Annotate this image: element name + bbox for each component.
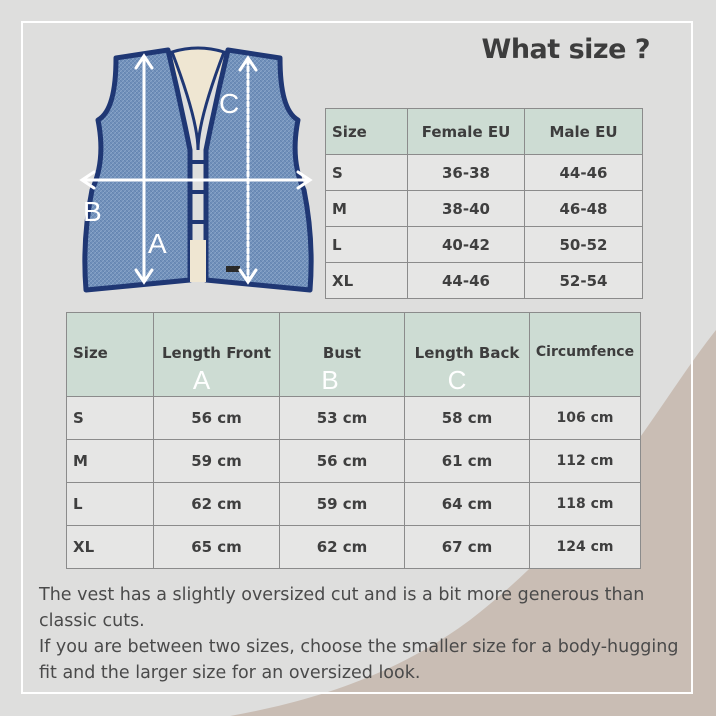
bust-cell: 56 cm: [280, 440, 405, 483]
table-row: [67, 526, 641, 569]
letter-c: C: [447, 365, 467, 395]
table-row: [326, 191, 643, 227]
header-bust: Bust B: [280, 313, 405, 397]
header-female-eu: Female EU: [408, 109, 525, 155]
header-length-back: Length Back C: [405, 313, 530, 397]
fit-note: [39, 582, 689, 686]
fit-note-line-1: The vest has a slightly oversized cut and is a bit more generous than classic cuts.: [39, 585, 645, 631]
male-eu-cell: 50-52: [525, 227, 643, 263]
measurements-table: [66, 312, 641, 569]
header-size: Size: [326, 109, 408, 155]
size-cell: S: [67, 397, 154, 440]
male-eu-cell: 44-46: [525, 155, 643, 191]
header-circumference: Circumfence: [530, 313, 641, 397]
length-back-cell: 61 cm: [405, 440, 530, 483]
header-male-eu: Male EU: [525, 109, 643, 155]
size-cell: S: [326, 155, 408, 191]
length-front-cell: 65 cm: [154, 526, 280, 569]
table-row: [67, 483, 641, 526]
table-row: [67, 440, 641, 483]
male-eu-cell: 52-54: [525, 263, 643, 299]
header-length-front: Length Front A: [154, 313, 280, 397]
circumference-cell: 124 cm: [530, 526, 641, 569]
bust-cell: 62 cm: [280, 526, 405, 569]
female-eu-cell: 38-40: [408, 191, 525, 227]
table-row: [326, 227, 643, 263]
length-back-cell: 64 cm: [405, 483, 530, 526]
size-cell: M: [67, 440, 154, 483]
circumference-cell: 112 cm: [530, 440, 641, 483]
length-back-cell: 58 cm: [405, 397, 530, 440]
size-cell: L: [67, 483, 154, 526]
size-cell: XL: [326, 263, 408, 299]
bust-cell: 53 cm: [280, 397, 405, 440]
bust-cell: 59 cm: [280, 483, 405, 526]
size-conversion-table: [325, 108, 643, 299]
length-front-cell: 56 cm: [154, 397, 280, 440]
table-row: [326, 263, 643, 299]
fit-note-line-2: If you are between two sizes, choose the smaller size for a body-hugging fit and the larger size for an oversized look.: [39, 637, 679, 683]
size-cell: L: [326, 227, 408, 263]
table-header-row: [67, 313, 641, 397]
length-back-cell: 67 cm: [405, 526, 530, 569]
letter-b: B: [321, 365, 339, 395]
circumference-cell: 118 cm: [530, 483, 641, 526]
table-header-row: [326, 109, 643, 155]
vest-label-b: B: [83, 196, 102, 227]
vest-label-a: A: [148, 228, 167, 259]
female-eu-cell: 44-46: [408, 263, 525, 299]
page-title: What size ?: [481, 34, 650, 65]
vest-illustration: [76, 40, 320, 302]
circumference-cell: 106 cm: [530, 397, 641, 440]
table-row: [326, 155, 643, 191]
vest-label-c: C: [219, 88, 240, 119]
table-row: [67, 397, 641, 440]
male-eu-cell: 46-48: [525, 191, 643, 227]
letter-a: A: [192, 365, 211, 395]
length-front-cell: 59 cm: [154, 440, 280, 483]
female-eu-cell: 36-38: [408, 155, 525, 191]
size-cell: XL: [67, 526, 154, 569]
size-cell: M: [326, 191, 408, 227]
length-front-cell: 62 cm: [154, 483, 280, 526]
header-size: Size: [67, 313, 154, 397]
female-eu-cell: 40-42: [408, 227, 525, 263]
